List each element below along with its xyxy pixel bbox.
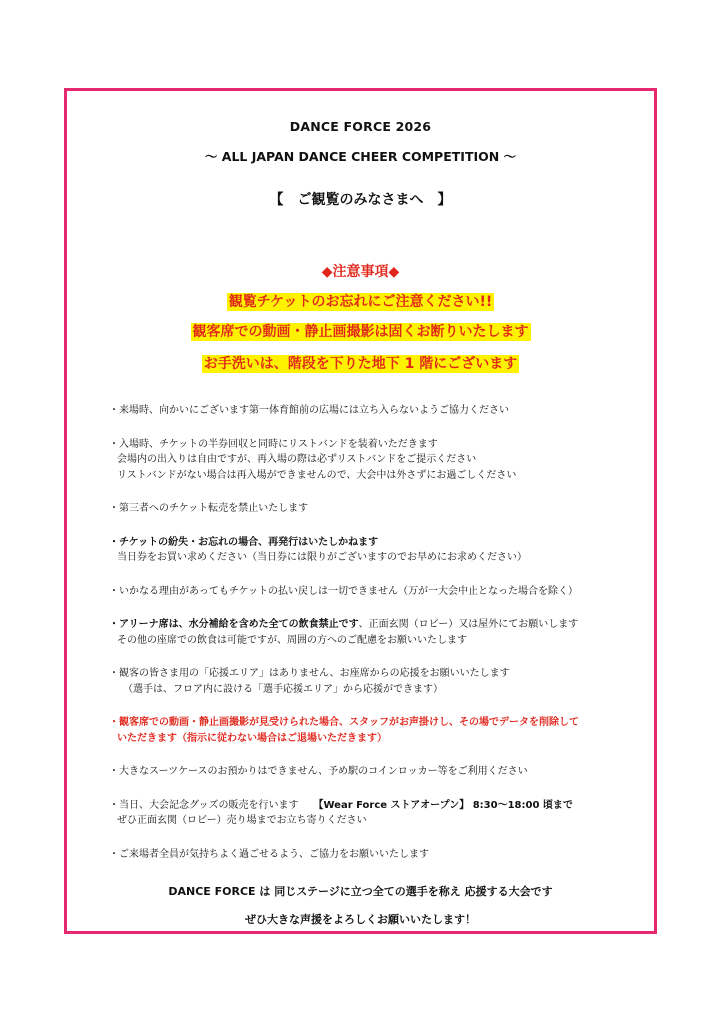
note-item bbox=[109, 798, 609, 829]
note-item bbox=[109, 847, 609, 863]
audience-heading: 【 ご観覧のみなさまへ 】 bbox=[269, 192, 452, 208]
note-line: ・いかなる理由があってもチケットの払い戻しは一切できません（万が一大会中止となった場合を除く） bbox=[109, 585, 578, 597]
highlight-ticket-text: 観覧チケットのお忘れにご注意ください!! bbox=[228, 294, 493, 310]
note-line-bold: ・アリーナ席は、水分補給を含めた全ての飲食禁止です bbox=[109, 619, 359, 630]
notes-list bbox=[109, 403, 609, 880]
highlight-restroom-text: お手洗いは、階段を下りた地下 1 階にございます bbox=[203, 356, 518, 372]
note-line: リストバンドがない場合は再入場ができませんので、大会中は外さずにお過ごしください bbox=[117, 469, 517, 481]
note-line: ・大きなスーツケースのお預かりはできません、予め駅のコインロッカー等をご利用ください bbox=[109, 766, 528, 777]
notice-frame bbox=[64, 88, 657, 934]
note-line: ・入場時、チケットの半券回収と同時にリストバンドを装着いただきます bbox=[109, 438, 438, 450]
note-line-rest: 、正面玄関（ロビー）又は屋外にてお願いします bbox=[358, 619, 579, 630]
note-line-text: ・当日、大会記念グッズの販売を行います bbox=[109, 799, 299, 811]
footer-message: DANCE FORCE は 同じステージに立つ全ての選手を称え 応援する大会です bbox=[168, 885, 553, 898]
note-line: ・チケットの紛失・お忘れの場合、再発行はいたしかねます bbox=[109, 536, 379, 548]
note-item bbox=[109, 764, 609, 780]
highlight-photo bbox=[67, 321, 654, 341]
notice-heading: ◆注意事項◆ bbox=[321, 264, 400, 280]
note-line bbox=[109, 617, 609, 633]
note-line: その他の座席での飲食は可能ですが、周囲の方へのご配慮をお願いいたします bbox=[117, 634, 467, 646]
footer-cheer: ぜひ大きな声援をよろしくお願いいたします！ bbox=[245, 913, 476, 926]
note-line: ・ご来場者全員が気持ちよく過ごせるよう、ご協力をお願いいたします bbox=[109, 848, 429, 860]
note-item bbox=[109, 584, 609, 600]
highlight-ticket bbox=[67, 291, 654, 311]
note-item bbox=[109, 715, 609, 746]
note-line-alert: ・観客席での動画・静止画撮影が見受けられた場合、スタッフがお声掛けし、その場でデータを削除して bbox=[109, 717, 579, 728]
highlight-restroom bbox=[67, 353, 654, 373]
note-line: ぜひ正面玄関（ロビー）売り場までお立ち寄りください bbox=[117, 815, 367, 826]
store-open-label: 【Wear Force ストアオープン】 8:30～18:00 頃まで bbox=[318, 799, 573, 811]
highlight-photo-text: 観客席での動画・静止画撮影は固くお断りいたします bbox=[192, 324, 529, 340]
event-subtitle: ～ ALL JAPAN DANCE CHEER COMPETITION ～ bbox=[204, 149, 517, 164]
event-title: DANCE FORCE 2026 bbox=[289, 119, 432, 134]
note-line: ・第三者へのチケット転売を禁止いたします bbox=[109, 503, 309, 514]
note-item bbox=[109, 617, 609, 648]
note-line: ・観客の皆さま用の「応援エリア」はありません、お座席からの応援をお願いいたします bbox=[109, 668, 510, 679]
note-line: （選手は、フロア内に設ける「選手応援エリア」から応援ができます） bbox=[123, 683, 443, 695]
note-line: 当日券をお買い求めください（当日券には限りがございますのでお早めにお求めください） bbox=[117, 552, 527, 563]
note-line: ・来場時、向かいにございます第一体育館前の広場には立ち入らないようご協力ください bbox=[109, 405, 509, 416]
note-line: 会場内の出入りは自由ですが、再入場の際は必ずリストバンドをご提示ください bbox=[117, 454, 477, 465]
note-item bbox=[109, 666, 609, 697]
note-item bbox=[109, 535, 609, 566]
note-line bbox=[109, 798, 609, 814]
note-item bbox=[109, 403, 609, 419]
note-line-alert: いただきます（指示に従わない場合はご退場いただきます） bbox=[117, 732, 387, 744]
note-item bbox=[109, 437, 609, 484]
note-item bbox=[109, 501, 609, 517]
